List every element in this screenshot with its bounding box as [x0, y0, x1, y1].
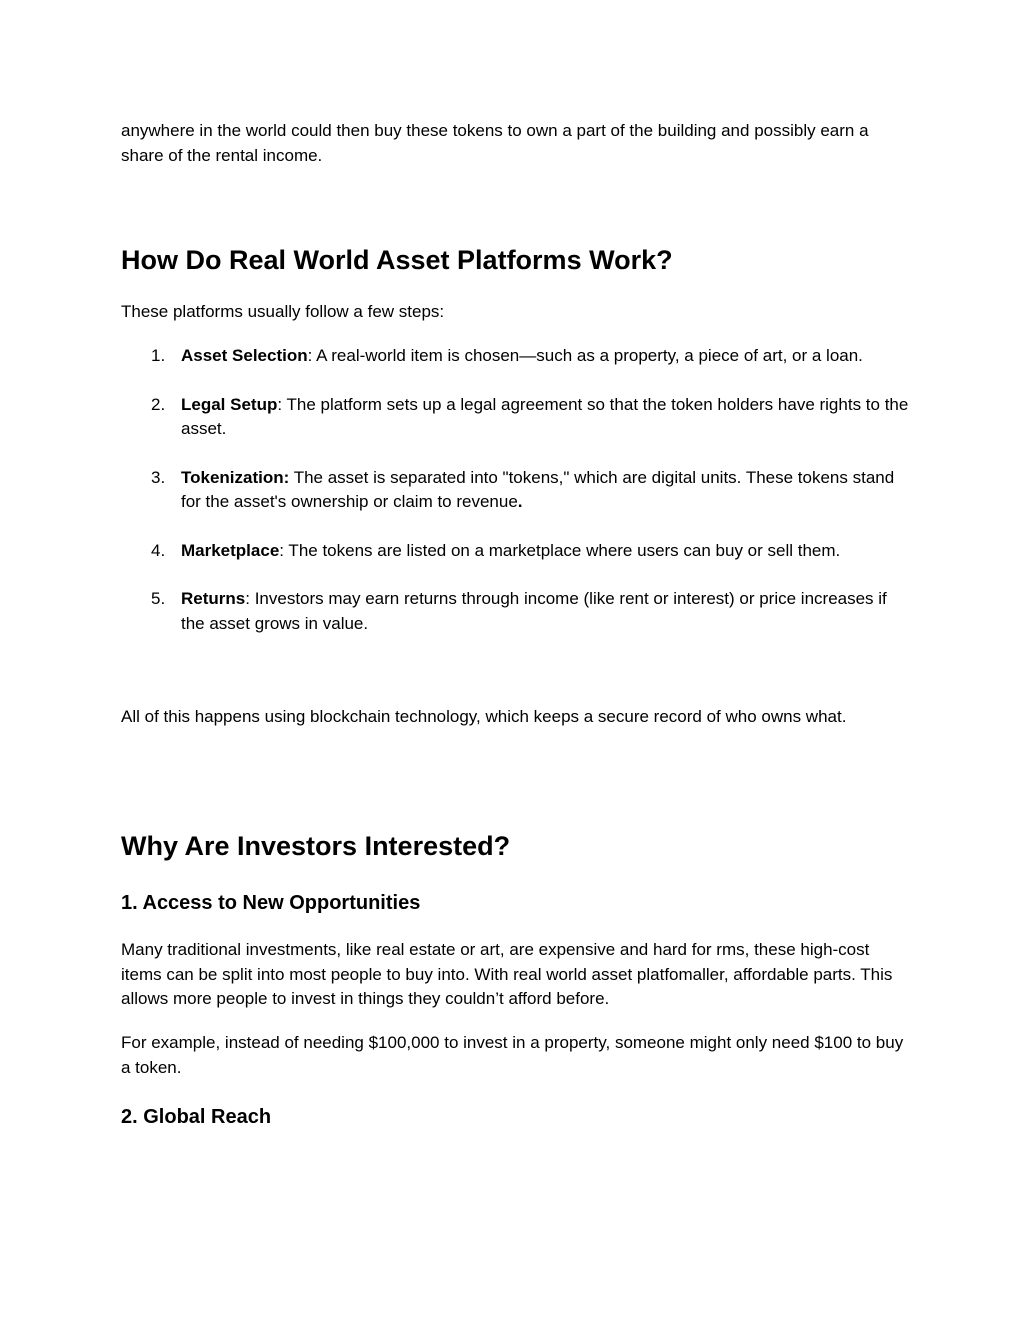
list-item-term: Legal Setup [181, 394, 278, 414]
list-item-term: Asset Selection [181, 346, 308, 365]
list-item-text: A real-world item is chosen—such as a property, a piece of art, or a loan. [312, 346, 863, 365]
list-item [121, 344, 911, 369]
list-item-number: 3. [151, 467, 166, 487]
list-item-separator: : [307, 346, 313, 365]
intro-paragraph-block [121, 119, 911, 168]
section1-closing-block [121, 705, 911, 730]
sub1-heading-block [121, 890, 911, 916]
list-item-separator: : [279, 540, 285, 560]
section1-heading-block [121, 243, 911, 277]
list-item-number: 1. [151, 346, 166, 365]
sub1-para2-block [121, 1031, 911, 1080]
steps-list [121, 344, 911, 660]
section2-heading-block [121, 829, 911, 863]
list-item-separator: : [245, 589, 250, 608]
subheading-global-reach: 2. Global Reach [121, 1106, 272, 1128]
list-item-number: 5. [151, 589, 166, 608]
section-heading-why-investors-interested: Why Are Investors Interested? [121, 831, 511, 861]
list-item-separator: : [277, 394, 283, 414]
intro-paragraph: anywhere in the world could then buy these tokens to own a part of the building and possibly earn a share of the rental income. [121, 121, 869, 165]
sub1-para1-block [121, 938, 911, 1012]
list-item-text: Investors may earn returns through income (like rent or interest) or price increases if the asset grows in value. [181, 589, 887, 633]
subheading-access-new-opportunities: 1. Access to New Opportunities [121, 892, 421, 914]
list-item-term: Marketplace [181, 540, 280, 560]
list-item-term: Tokenization: [181, 467, 290, 487]
list-item-text: The asset is separated into "tokens," which are digital units. These tokens stand for the asset's ownership or claim to revenue [181, 467, 895, 511]
sub2-heading-block [121, 1104, 911, 1130]
section-heading-how-platforms-work: How Do Real World Asset Platforms Work? [121, 245, 673, 275]
opportunities-paragraph: Many traditional investments, like real estate or art, are expensive and hard for rms, these high-cost items can be split into most people to buy into. With real world asset platfomaller, affordable parts. This allows more people to invest in things they couldn’t afford before. [121, 940, 893, 1008]
list-item-trailing-period: . [517, 492, 523, 511]
section1-lead-block [121, 300, 911, 325]
list-item-number: 2. [151, 394, 166, 414]
steps-lead-paragraph: These platforms usually follow a few steps: [121, 302, 445, 321]
list-item [121, 539, 911, 564]
list-item [121, 466, 911, 515]
closing-paragraph: All of this happens using blockchain technology, which keeps a secure record of who owns what. [121, 707, 847, 726]
example-paragraph: For example, instead of needing $100,000 to invest in a property, someone might only need $100 to buy a token. [121, 1033, 904, 1077]
list-item [121, 393, 911, 442]
list-item-number: 4. [151, 540, 166, 560]
list-item-text: The tokens are listed on a marketplace where users can buy or sell them. [284, 540, 841, 560]
list-item [121, 587, 911, 636]
list-item-term: Returns [181, 589, 246, 608]
list-item-text: The platform sets up a legal agreement so that the token holders have rights to the asset. [181, 394, 909, 438]
